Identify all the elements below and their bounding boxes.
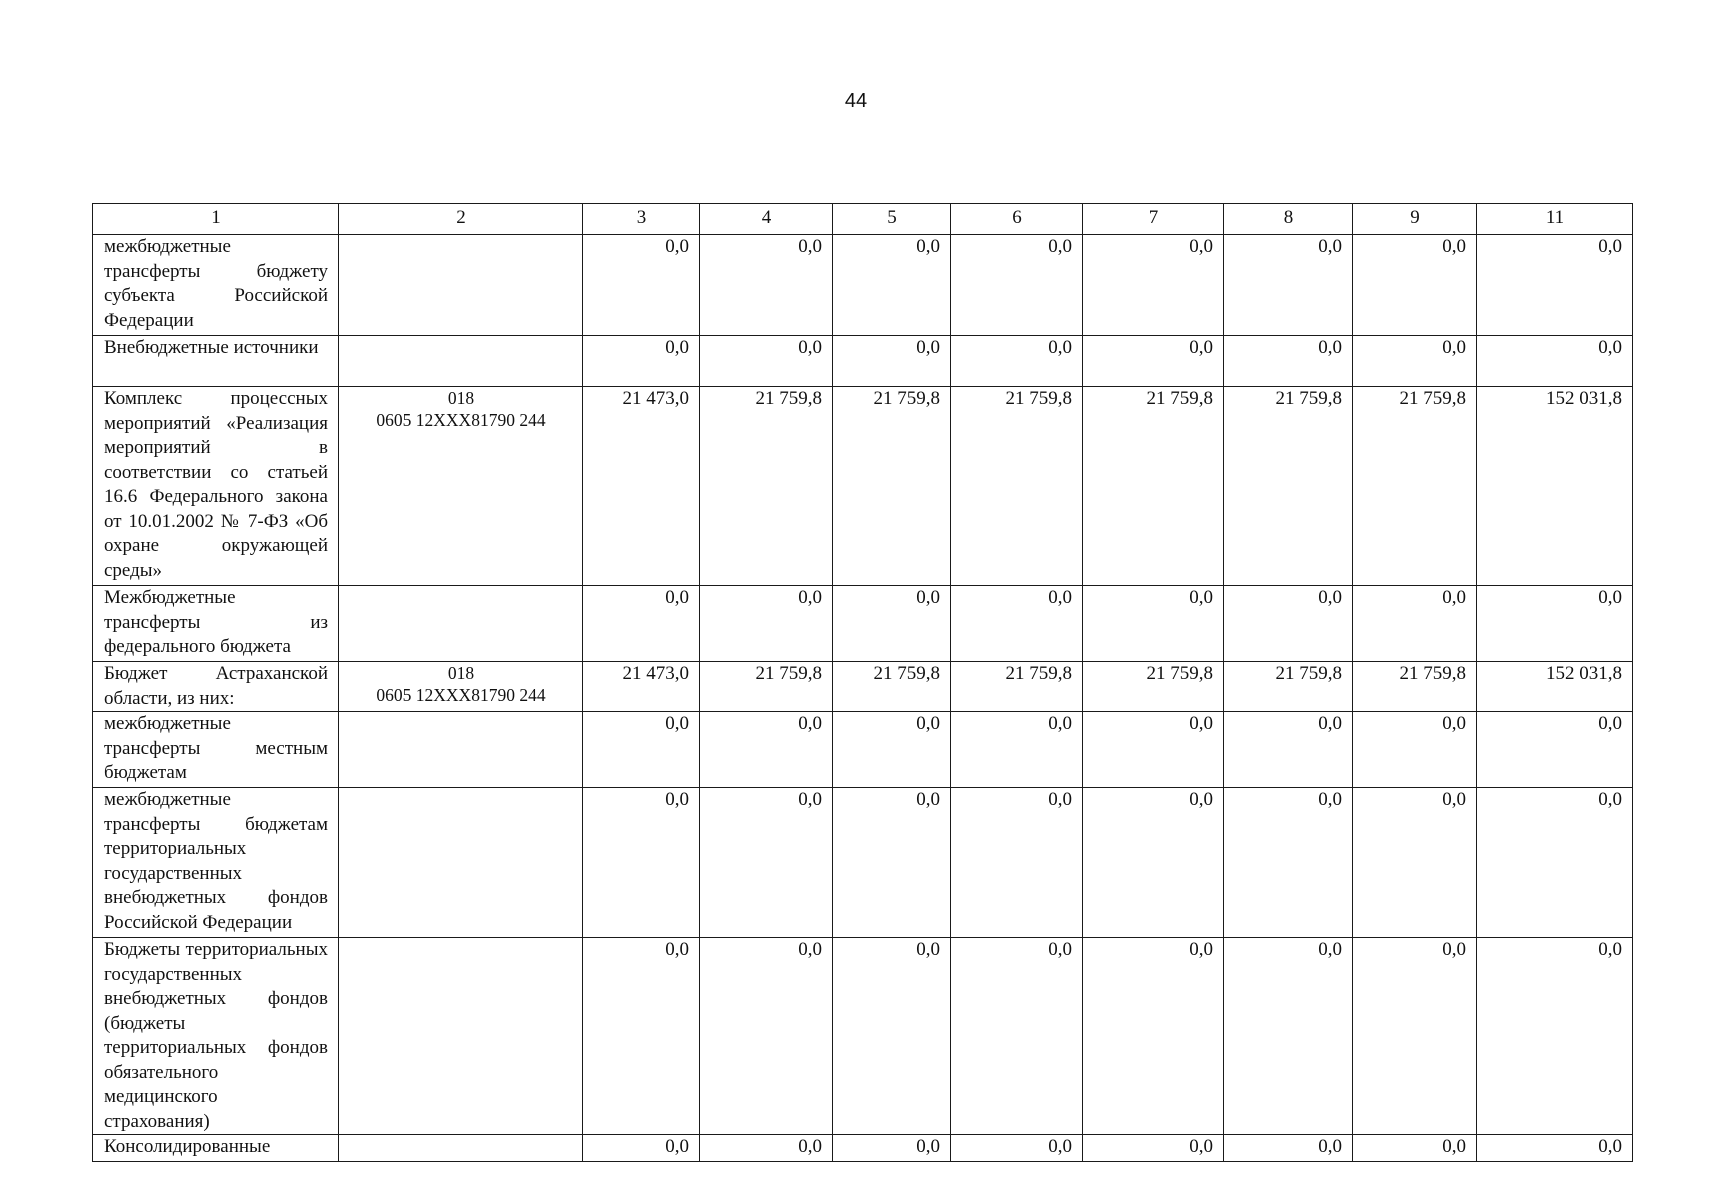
value-cell: 0,0 <box>583 336 700 387</box>
value-cell: 0,0 <box>1224 1135 1353 1162</box>
value-cell: 0,0 <box>583 938 700 1135</box>
budget-code <box>339 586 583 662</box>
value-cell: 0,0 <box>1477 336 1633 387</box>
value-cell: 0,0 <box>583 712 700 788</box>
row-name: межбюджетные трансферты бюджету субъекта Российской Федерации <box>93 235 339 336</box>
value-cell: 0,0 <box>1353 336 1477 387</box>
column-header: 6 <box>951 204 1083 235</box>
value-cell: 21 473,0 <box>583 662 700 712</box>
value-cell: 0,0 <box>833 336 951 387</box>
value-cell: 0,0 <box>1353 1135 1477 1162</box>
code-line-2: 0605 12ХХХ81790 244 <box>376 685 546 705</box>
page-number: 44 <box>844 90 868 112</box>
budget-code <box>339 336 583 387</box>
column-header: 9 <box>1353 204 1477 235</box>
value-cell: 0,0 <box>1477 586 1633 662</box>
code-line-2: 0605 12ХХХ81790 244 <box>376 410 546 430</box>
value-cell: 0,0 <box>700 586 833 662</box>
value-cell: 0,0 <box>1224 336 1353 387</box>
value-cell: 0,0 <box>700 336 833 387</box>
code-line-1: 018 <box>447 663 475 683</box>
budget-code <box>339 662 583 712</box>
code-line-1: 018 <box>447 388 475 408</box>
table-row <box>93 1135 1633 1162</box>
value-cell: 0,0 <box>951 586 1083 662</box>
column-header: 1 <box>93 204 339 235</box>
value-cell: 0,0 <box>833 788 951 938</box>
value-cell: 0,0 <box>1224 712 1353 788</box>
table-row <box>93 235 1633 336</box>
budget-code <box>339 788 583 938</box>
value-cell: 0,0 <box>1224 586 1353 662</box>
table-row <box>93 662 1633 712</box>
value-cell: 0,0 <box>1083 1135 1224 1162</box>
row-name: Бюджеты территориальных государственных внебюджетных фондов (бюджеты территориальных фондов обязательного медицинского страхования) <box>93 938 339 1135</box>
value-cell: 21 759,8 <box>1224 662 1353 712</box>
table-row <box>93 712 1633 788</box>
column-header: 3 <box>583 204 700 235</box>
value-cell: 21 759,8 <box>1224 387 1353 586</box>
value-cell: 0,0 <box>700 1135 833 1162</box>
row-name: межбюджетные трансферты местным бюджетам <box>93 712 339 788</box>
value-cell: 21 759,8 <box>1083 387 1224 586</box>
row-name: Бюджет Астраханской области, из них: <box>93 662 339 712</box>
value-cell: 0,0 <box>1477 938 1633 1135</box>
value-cell: 0,0 <box>951 712 1083 788</box>
value-cell: 0,0 <box>700 938 833 1135</box>
value-cell: 21 759,8 <box>700 662 833 712</box>
budget-code <box>339 938 583 1135</box>
value-cell: 0,0 <box>1353 235 1477 336</box>
column-header: 8 <box>1224 204 1353 235</box>
value-cell: 0,0 <box>700 712 833 788</box>
column-header: 2 <box>339 204 583 235</box>
value-cell: 0,0 <box>1353 586 1477 662</box>
value-cell: 0,0 <box>700 235 833 336</box>
table-row <box>93 387 1633 586</box>
value-cell: 152 031,8 <box>1477 387 1633 586</box>
value-cell: 0,0 <box>1083 712 1224 788</box>
value-cell: 0,0 <box>1477 1135 1633 1162</box>
table-row <box>93 938 1633 1135</box>
budget-code <box>339 387 583 586</box>
value-cell: 0,0 <box>1477 712 1633 788</box>
table-header-row <box>93 204 1633 235</box>
value-cell: 0,0 <box>583 788 700 938</box>
value-cell: 21 759,8 <box>1353 387 1477 586</box>
value-cell: 0,0 <box>833 1135 951 1162</box>
value-cell: 0,0 <box>583 586 700 662</box>
value-cell: 0,0 <box>1083 235 1224 336</box>
value-cell: 0,0 <box>1083 336 1224 387</box>
value-cell: 21 759,8 <box>951 662 1083 712</box>
value-cell: 21 759,8 <box>1353 662 1477 712</box>
value-cell: 0,0 <box>1224 938 1353 1135</box>
row-name: Внебюджетные источники <box>93 336 339 387</box>
column-header: 11 <box>1477 204 1633 235</box>
value-cell: 0,0 <box>583 1135 700 1162</box>
value-cell: 0,0 <box>833 938 951 1135</box>
table-row <box>93 586 1633 662</box>
value-cell: 152 031,8 <box>1477 662 1633 712</box>
budget-code <box>339 235 583 336</box>
row-name: Межбюджетные трансферты из федерального бюджета <box>93 586 339 662</box>
column-header: 7 <box>1083 204 1224 235</box>
value-cell: 21 759,8 <box>1083 662 1224 712</box>
value-cell: 21 473,0 <box>583 387 700 586</box>
row-name: Консолидированные <box>93 1135 339 1162</box>
value-cell: 21 759,8 <box>833 662 951 712</box>
value-cell: 0,0 <box>951 336 1083 387</box>
value-cell: 0,0 <box>1477 788 1633 938</box>
value-cell: 21 759,8 <box>833 387 951 586</box>
value-cell: 0,0 <box>1353 712 1477 788</box>
value-cell: 0,0 <box>833 586 951 662</box>
row-name: Комплекс процессных мероприятий «Реализация мероприятий в соответствии со статьей 16.6 Федерального закона от 10.01.2002 № 7-ФЗ «Об охране окружающей среды» <box>93 387 339 586</box>
row-name: межбюджетные трансферты бюджетам территориальных государственных внебюджетных фондов Российской Федерации <box>93 788 339 938</box>
value-cell: 0,0 <box>583 235 700 336</box>
value-cell: 0,0 <box>1083 788 1224 938</box>
value-cell: 0,0 <box>1224 788 1353 938</box>
value-cell: 21 759,8 <box>700 387 833 586</box>
value-cell: 21 759,8 <box>951 387 1083 586</box>
value-cell: 0,0 <box>951 1135 1083 1162</box>
value-cell: 0,0 <box>951 938 1083 1135</box>
value-cell: 0,0 <box>1477 235 1633 336</box>
value-cell: 0,0 <box>1083 586 1224 662</box>
table-row <box>93 788 1633 938</box>
value-cell: 0,0 <box>833 712 951 788</box>
value-cell: 0,0 <box>833 235 951 336</box>
table-row <box>93 336 1633 387</box>
value-cell: 0,0 <box>1083 938 1224 1135</box>
value-cell: 0,0 <box>1224 235 1353 336</box>
column-header: 5 <box>833 204 951 235</box>
value-cell: 0,0 <box>700 788 833 938</box>
value-cell: 0,0 <box>951 235 1083 336</box>
value-cell: 0,0 <box>1353 938 1477 1135</box>
value-cell: 0,0 <box>951 788 1083 938</box>
budget-code <box>339 1135 583 1162</box>
budget-table <box>92 203 1633 1162</box>
value-cell: 0,0 <box>1353 788 1477 938</box>
budget-code <box>339 712 583 788</box>
column-header: 4 <box>700 204 833 235</box>
